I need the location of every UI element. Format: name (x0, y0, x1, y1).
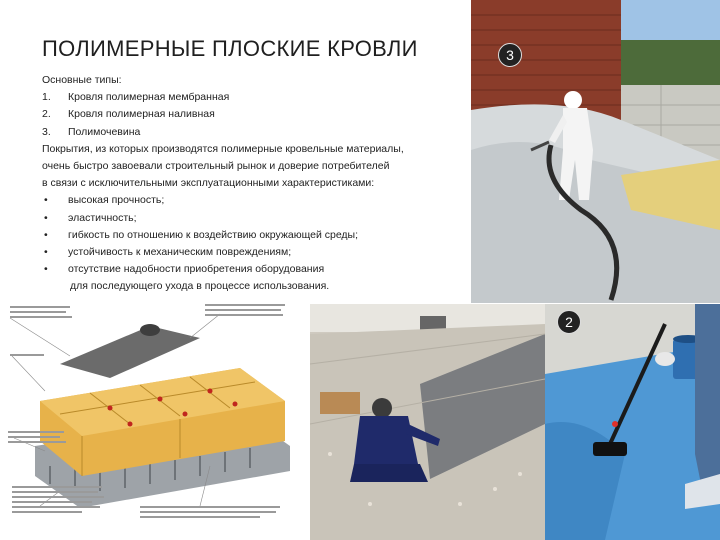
membrane-illustration (310, 304, 545, 540)
bullet-text: гибкость по отношению к воздействию окружающей среды; (68, 228, 359, 241)
slide-title: ПОЛИМЕРНЫЕ ПЛОСКИЕ КРОВЛИ (42, 36, 418, 61)
type-label: Кровля полимерная наливная (68, 108, 215, 121)
type-label: Кровля полимерная мембранная (68, 91, 230, 104)
bullet-icon: • (44, 246, 48, 259)
membrane-photo (310, 304, 545, 540)
slide-body (42, 72, 472, 296)
bullet-text: устойчивость к механическим повреждениям; (68, 246, 292, 259)
paragraph-line: очень быстро завоевали строительный рынок и доверие потребителей (42, 160, 390, 173)
roof-layers-diagram (0, 296, 310, 540)
badge-number: 2 (557, 310, 581, 334)
type-item (42, 106, 472, 123)
bullet-text: отсутствие надобности приобретения оборудования (68, 263, 325, 276)
roof-layers-drawing (0, 296, 310, 540)
badge-number: 3 (498, 43, 522, 67)
type-number: 1. (42, 91, 51, 104)
bullet-item (42, 192, 472, 209)
type-label: Полимочевина (68, 125, 141, 138)
bullet-item (42, 244, 472, 261)
bullet-text: эластичность; (68, 211, 137, 224)
bullet-continuation: для последующего ухода в процессе использования. (70, 280, 330, 293)
bullet-item (42, 227, 472, 244)
bullet-icon: • (44, 228, 48, 241)
type-number: 2. (42, 108, 51, 121)
bullet-text: высокая прочность; (68, 194, 165, 207)
type-number: 3. (42, 125, 51, 138)
roller-illustration (545, 304, 720, 540)
paragraph-line: в связи с исключительными эксплуатационными характеристиками: (42, 177, 375, 190)
roller-photo (545, 304, 720, 540)
bullet-icon: • (44, 263, 48, 276)
type-item (42, 89, 472, 106)
bullet-icon: • (44, 194, 48, 207)
bullet-icon: • (44, 211, 48, 224)
bullet-item (42, 210, 472, 227)
paragraph-line: Покрытия, из которых производятся полимерные кровельные материалы, (42, 142, 404, 155)
intro-text: Основные типы: (42, 74, 122, 86)
type-item (42, 124, 472, 141)
bullet-item (42, 261, 472, 278)
